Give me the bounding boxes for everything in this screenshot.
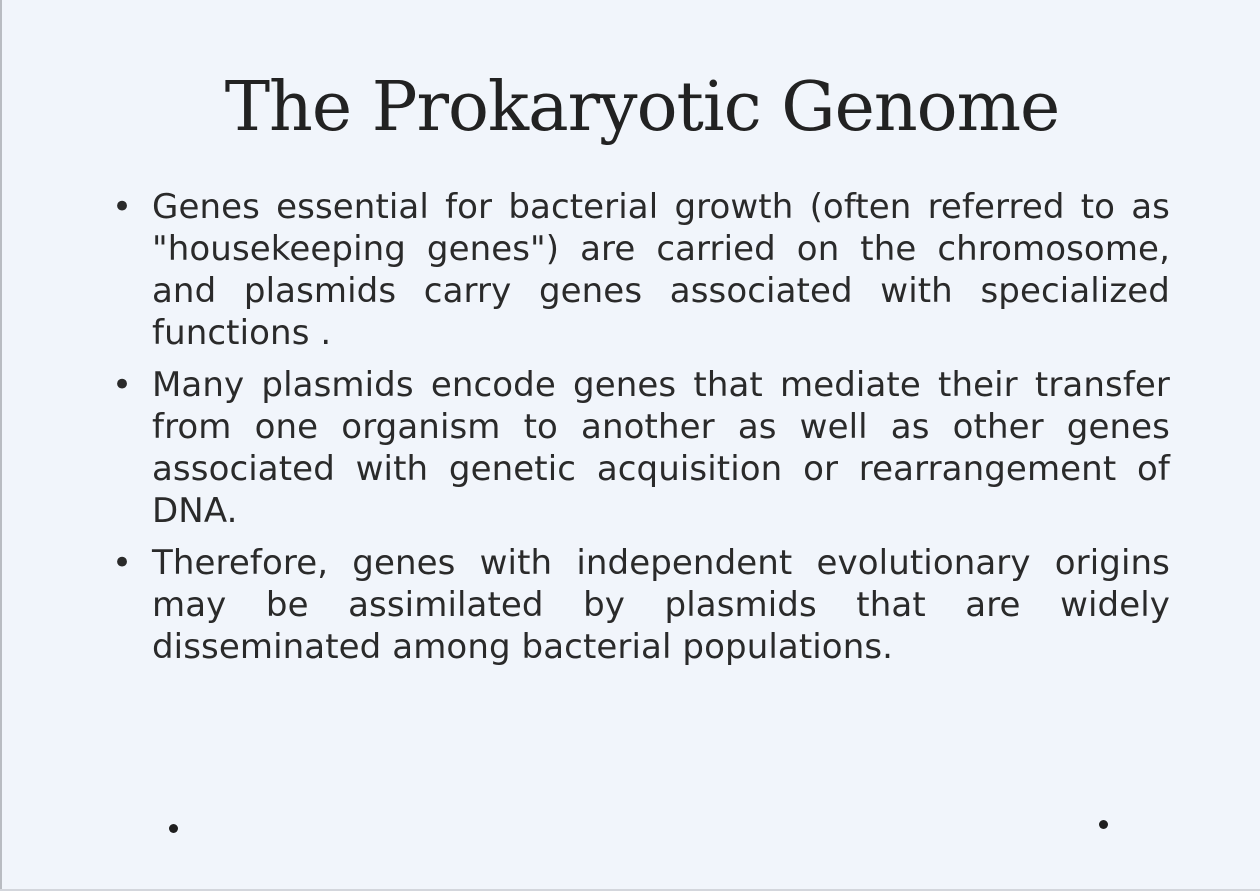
footer-dot-right-icon xyxy=(1099,820,1108,829)
footer-dot-left-icon xyxy=(169,824,178,833)
bullet-dot-icon: • xyxy=(112,543,133,583)
bullet-dot-icon: • xyxy=(112,365,133,405)
bullet-text: Genes essential for bacterial growth (often referred to as "housekeeping genes") are carried on the chromosome, and plasmids carry genes associated with specialized functions . xyxy=(152,187,1170,353)
bullet-item xyxy=(110,542,1170,668)
bullet-item xyxy=(110,364,1170,532)
page-title: The Prokaryotic Genome xyxy=(224,68,1060,147)
bullet-text: Therefore, genes with independent evolutionary origins may be assimilated by plasmids that are widely disseminated among bacterial populations. xyxy=(152,543,1170,667)
bullet-list xyxy=(110,186,1170,678)
bullet-dot-icon: • xyxy=(112,187,133,227)
bullet-item xyxy=(110,186,1170,354)
bullet-text: Many plasmids encode genes that mediate their transfer from one organism to another as well as other genes associated with genetic acquisition or rearrangement of DNA. xyxy=(152,365,1170,531)
